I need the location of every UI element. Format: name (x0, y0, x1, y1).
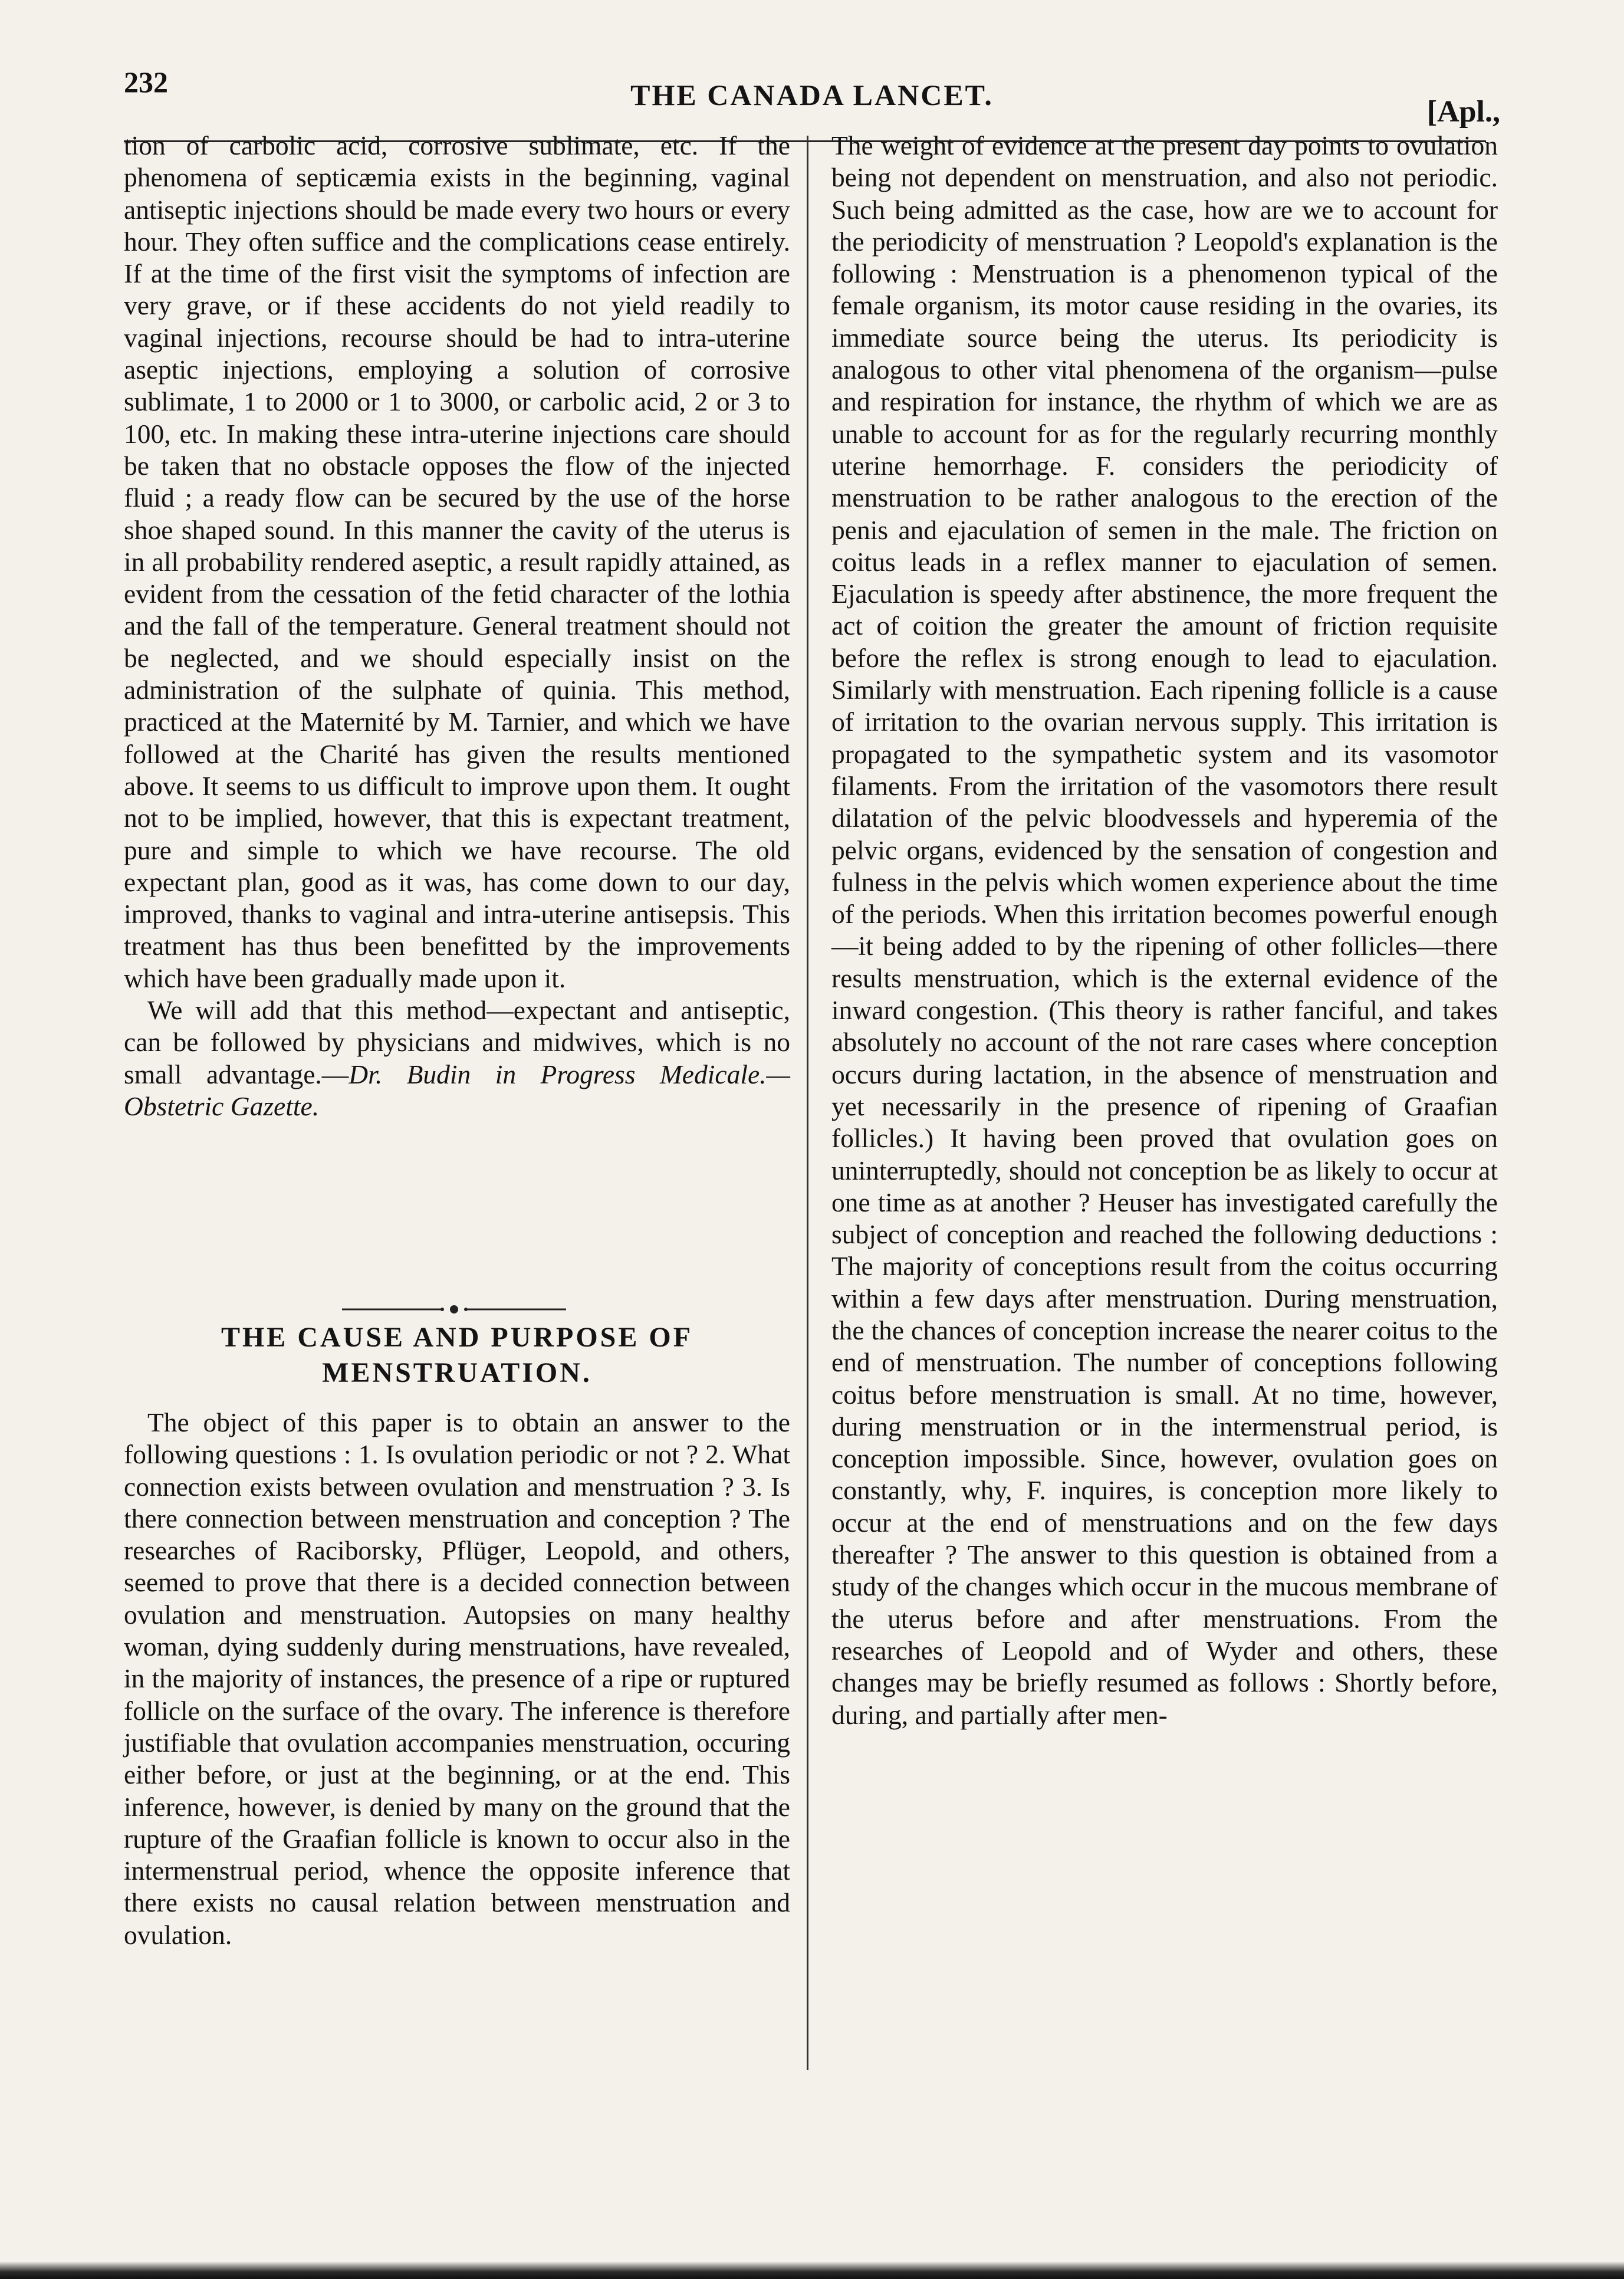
page-number: 232 (124, 65, 168, 98)
issue-label: [Apl., (1426, 95, 1500, 129)
page-header (124, 65, 1500, 130)
section-ornament (330, 1302, 578, 1316)
page-edge (0, 2261, 1624, 2279)
section-paragraph: The object of this paper is to obtain an answer to the following questions : 1. Is ovulation periodic or not ? 2. What connection exists between ovulation and menstruation ? 3. Is there connection between menstruation and conception ? The researches of Raciborsky, Pflüger, Leopold, and others, seemed to prove that there is a decided connection between ovulation and menstruation. Autopsies on many healthy woman, dying suddenly during menstruations, have revealed, in the majority of instances, the presence of a ripe or ruptured follicle on the surface of the ovary. The inference is therefore justifiable that ovulation accompanies menstruation, occuring either before, or just at the beginning, or at the end. This inference, however, is denied by many on the ground that the rupture of the Graafian follicle is known to occur also in the intermenstrual period, whence the opposite inference that there exists no causal relation between menstruation and ovulation. (124, 1407, 790, 1950)
right-paragraph: The weight of evidence at the present day points to ovulation being not dependent on menstruation, and also not periodic. Such being admitted as the case, how are we to account for the periodicity of menstruation ? Leopold's explanation is the following : Menstruation is a phenomenon typical of the female organism, its motor cause residing in the ovaries, its immediate source being the uterus. Its periodicity is analogous to other vital phenomena of the organism—pulse and respiration for instance, the rhythm of which we are as unable to account for as for the regularly recurring monthly uterine hemorrhage. F. considers the periodicity of menstruation to be rather analogous to the erection of the penis and ejaculation of semen in the male. The friction on coitus leads in a reflex manner to ejaculation of semen. Ejaculation is speedy after abstinence, the more frequent the act of coition the greater the amount of friction requisite before the reflex is strong enough to lead to ejaculation. Similarly with menstruation. Each ripening follicle is a cause of irritation to the ovarian nervous supply. This irritation is propagated to the sympathetic system and its vasomotor filaments. From the irritation of the vasomotors there result dilatation of the pelvic bloodvessels and hyperemia of the pelvic organs, evidenced by the sensation of congestion and fulness in the pelvis which women experience about the time of the periods. When this irritation becomes powerful enough—it being added to by the ripening of other follicles—there results menstruation, which is the external evidence of the inward congestion. (This theory is rather fanciful, and takes absolutely no account of the not rare cases where conception occurs during lactation, in the absence of menstruation and yet necessarily in the presence of ripening of Graafian follicles.) It having been proved that ovulation goes on uninterruptedly, should not conception be as likely to occur at one time as at another ? Heuser has investigated carefully the subject of conception and reached the following deductions : The majority of conceptions result from the coitus occurring within a few days after menstruation. During menstruation, the the chances of conception increase the nearer coitus to the end of menstruation. The number of conceptions following coitus before menstruation is small. At no time, however, during menstruation or in the intermenstrual period, is conception impossible. Since, however, ovulation goes on constantly, why, F. inquires, is conception more likely to occur at the end of menstruations and on the few days thereafter ? The answer to this question is obtained from a study of the changes which occur in the mucous membrane of the uterus before and after menstruations. From the researches of Leopold and of Wyder and others, these changes may be briefly resumed as follows : Shortly before, during, and partially after men- (831, 130, 1498, 1730)
left-paragraph-2-text: We will add that this method—expectant and antiseptic, can be followed by physicians and midwives, which is no small advantage.— (124, 995, 790, 1089)
citation: Dr. Budin in Progress Medicale.—Obstetric Gazette. (124, 1059, 790, 1121)
journal-title: THE CANADA LANCET. (630, 78, 994, 111)
left-paragraph-2 (124, 994, 790, 1122)
right-column (831, 130, 1498, 1731)
section-title: THE CAUSE AND PURPOSE OF MENSTRUATION. (221, 1322, 693, 1388)
left-paragraph-1: tion of carbolic acid, corrosive sublimate, etc. If the phenomena of septicæmia exists in the beginning, vaginal antiseptic injections should be made every two hours or every hour. They often suffice and the complications cease entirely. If at the time of the first visit the symptoms of infection are very grave, or if these accidents do not yield readily to vaginal injections, recourse should be had to intra-uterine aseptic injections, employing a solution of corrosive sublimate, 1 to 2000 or 1 to 3000, or carbolic acid, 2 or 3 to 100, etc. In making these intra-uterine injections care should be taken that no obstacle opposes the flow of the injected fluid ; a ready flow can be secured by the use of the horse shoe shaped sound. In this manner the cavity of the uterus is in all probability rendered aseptic, a result rapidly attained, as evident from the cessation of the fetid character of the lothia and the fall of the temperature. General treatment should not be neglected, and we should especially insist on the administration of the sulphate of quinia. This method, practiced at the Maternité by M. Tarnier, and which we have followed at the Charité has given the results mentioned above. It seems to us difficult to improve upon them. It ought not to be implied, however, that this is expectant treatment, pure and simple to which we have recourse. The old expectant plan, good as it was, has come down to our day, improved, thanks to vaginal and intra-uterine antisepsis. This treatment has thus been benefitted by the improvements which have been gradually made upon it. (124, 130, 790, 993)
section-body (124, 1407, 790, 1951)
column-divider (807, 136, 808, 2070)
left-column (124, 130, 790, 1122)
